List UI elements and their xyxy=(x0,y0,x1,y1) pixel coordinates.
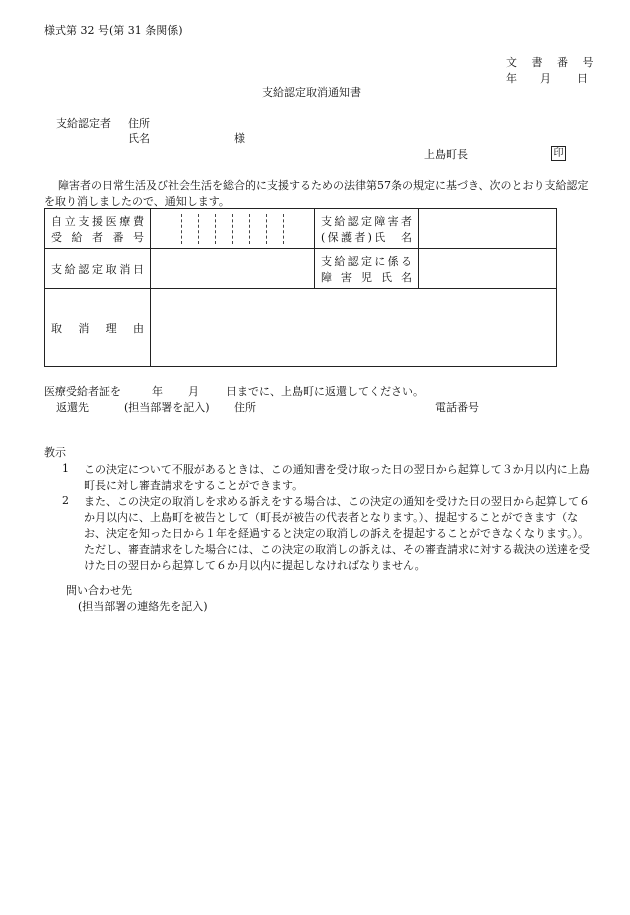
certified-person-field[interactable] xyxy=(419,209,557,249)
document-number-label: 文 書 番 号 xyxy=(506,56,599,69)
date-month: 月 xyxy=(540,72,551,85)
reason-field[interactable] xyxy=(151,289,557,367)
instruction-item1-number: 1 xyxy=(62,462,69,475)
instruction-item2: また、この決定の取消しを求める訴えをする場合は、この決定の通知を受けた日の翌日から起算して６か月以内に、上島町を被告として（町長が被告の代表者となります。）、提起することができます（なお、決定を知った日から１年を経過すると決定の取消しの訴えを提起することができなくなります。）。ただし、審査請求をした場合には、この決定の取消しの訴えは、その審査請求に対する裁決の送達を受けた日の翌日から起算して６か月以内に提起しなければなりません。 xyxy=(84,495,590,572)
instruction-item2-number: 2 xyxy=(62,494,69,507)
page-title: 支給認定取消通知書 xyxy=(262,86,361,99)
recipient-honorific: 様 xyxy=(234,132,245,145)
recipient-name-label: 氏名 xyxy=(128,132,150,145)
recipient-number-label: 自立支援医療費 受 給 者 番 号 xyxy=(45,209,151,249)
seal-stamp: 印 xyxy=(551,146,566,161)
date-year: 年 xyxy=(506,72,517,85)
return-phone-label: 電話番号 xyxy=(435,401,479,414)
contact-label: 問い合わせ先 xyxy=(66,584,132,597)
intro-paragraph: 障害者の日常生活及び社会生活を総合的に支援するための法律第57条の規定に基づき、次のとおり支給認定を取り消しましたので、通知します。 xyxy=(44,179,589,208)
table-row xyxy=(45,289,557,367)
return-notice-text: 医療受給者証を xyxy=(44,385,121,398)
form-number: 様式第 32 号(第 31 条関係) xyxy=(44,24,183,37)
recipient-number-field[interactable] xyxy=(151,209,315,249)
cancellation-details-table xyxy=(44,208,557,367)
return-dept-note: (担当部署を記入) xyxy=(124,401,210,414)
return-month: 月 xyxy=(188,385,199,398)
return-address-label: 住所 xyxy=(234,401,256,414)
issuer-name: 上島町長 xyxy=(424,148,468,161)
contact-note: (担当部署の連絡先を記入) xyxy=(78,600,208,613)
table-row xyxy=(45,209,557,249)
date-day: 日 xyxy=(577,72,588,85)
instruction-item1: この決定について不服があるときは、この通知書を受け取った日の翌日から起算して３か月以内に上島町長に対し審査請求をすることができます。 xyxy=(84,463,590,492)
child-name-label: 支給認定に係る 障 害 児 氏 名 xyxy=(315,249,419,289)
recipient-address-label: 住所 xyxy=(128,117,150,130)
child-name-field[interactable] xyxy=(419,249,557,289)
recipient-label: 支給認定者 xyxy=(56,117,111,130)
table-row xyxy=(45,249,557,289)
return-deadline-text: 日までに、上島町に返還してください。 xyxy=(226,385,424,398)
instruction-heading: 教示 xyxy=(44,446,66,459)
return-to-label: 返還先 xyxy=(56,401,89,414)
return-year: 年 xyxy=(152,385,163,398)
certified-person-label: 支給認定障害者 (保護者)氏 名 xyxy=(315,209,419,249)
cancel-date-label: 支給認定取消日 xyxy=(45,249,151,289)
reason-label: 取 消 理 由 xyxy=(45,289,151,367)
cancel-date-field[interactable] xyxy=(151,249,315,289)
digit-boxes xyxy=(165,214,300,244)
